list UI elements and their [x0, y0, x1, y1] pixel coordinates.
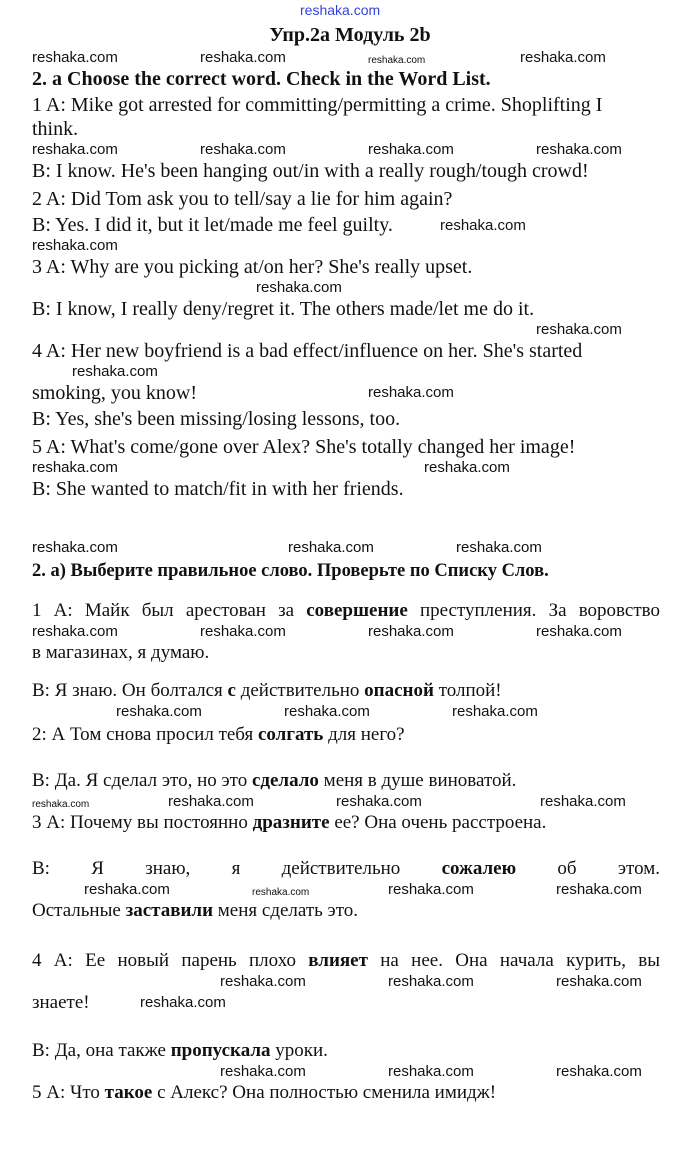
watermark: reshaka.com [72, 363, 158, 380]
ru-text-line [32, 600, 660, 622]
text-segment: 4 A: Her new boyfriend is a bad effect/influence on her. She's started [32, 340, 583, 362]
watermark: reshaka.com [32, 623, 118, 640]
text-segment: меня в душе виноватой. [318, 770, 517, 791]
en-text-line [32, 118, 78, 140]
ru-text-line [32, 900, 358, 922]
text-segment: для него? [323, 724, 405, 745]
watermark: reshaka.com [116, 703, 202, 720]
watermark: reshaka.com [556, 1063, 642, 1080]
answer-word: влияет [308, 950, 368, 971]
text-segment: B: She wanted to match/fit in with her friends. [32, 478, 404, 500]
watermark: reshaka.com [32, 799, 90, 810]
watermark: reshaka.com [32, 237, 118, 254]
watermark: reshaka.com [32, 49, 118, 66]
en-text-line [32, 298, 534, 320]
text-segment: в магазинах, я думаю. [32, 642, 210, 663]
watermark: reshaka.com [440, 217, 526, 234]
text-segment: В: Да, она также [32, 1040, 171, 1061]
ru-text-line [32, 858, 660, 880]
watermark: reshaka.com [536, 321, 622, 338]
text-segment: 4 А: Ее новый парень плохо [32, 950, 309, 971]
answer-word: заставили [125, 900, 214, 921]
text-segment: об этом. [516, 858, 660, 879]
watermark: reshaka.com [388, 1063, 474, 1080]
text-segment: с Алекс? Она полностью сменила имидж! [152, 1082, 497, 1103]
watermark: reshaka.com [220, 973, 306, 990]
answer-word: сделало [251, 770, 319, 791]
answer-word: с [227, 680, 236, 701]
watermark: reshaka.com [200, 49, 286, 66]
ru-text-line [32, 724, 405, 746]
watermark: reshaka.com [32, 141, 118, 158]
en-text-line [32, 214, 393, 236]
text-segment: на нее. Она начала курить, вы [367, 950, 661, 971]
answer-word: солгать [258, 724, 324, 745]
text-segment: 2 A: Did Tom ask you to tell/say a lie for him again? [32, 188, 453, 210]
text-segment: 5 A: What's come/gone over Alex? She's totally changed her image! [32, 436, 576, 458]
english-heading: 2. a Choose the correct word. Check in the Word List. [32, 68, 491, 90]
text-segment: 3 A: Why are you picking at/on her? She's really upset. [32, 256, 473, 278]
en-text-line [32, 160, 589, 182]
en-text-line [32, 408, 400, 430]
text-segment: В: Я знаю, я действительно [32, 858, 442, 879]
answer-word: опасной [364, 680, 434, 701]
watermark: reshaka.com [84, 881, 170, 898]
watermark: reshaka.com [284, 703, 370, 720]
ru-text-line [32, 1082, 496, 1104]
ru-text-line [32, 642, 209, 664]
watermark: reshaka.com [388, 973, 474, 990]
watermark: reshaka.com [556, 973, 642, 990]
watermark: reshaka.com [388, 881, 474, 898]
russian-heading: 2. а) Выберите правильное слово. Проверьте по Списку Слов. [32, 561, 549, 581]
en-text-line [32, 382, 197, 404]
page-title: Упр.2а Модуль 2b [269, 24, 431, 46]
ru-text-line [32, 680, 502, 702]
answer-word: дразните [252, 812, 330, 833]
watermark: reshaka.com [536, 141, 622, 158]
text-segment: 3 А: Почему вы постоянно [32, 812, 253, 833]
text-segment: 1 А: Майк был арестован за [32, 600, 307, 621]
watermark: reshaka.com [424, 459, 510, 476]
text-segment: меня сделать это. [213, 900, 359, 921]
text-segment: действительно [235, 680, 365, 701]
text-segment: Остальные [32, 900, 126, 921]
en-text-line [32, 478, 404, 500]
watermark: reshaka.com [168, 793, 254, 810]
text-segment: 5 А: Что [32, 1082, 105, 1103]
watermark: reshaka.com [452, 703, 538, 720]
watermark: reshaka.com [140, 994, 226, 1011]
answer-word: пропускала [170, 1040, 271, 1061]
en-text-line [32, 94, 602, 116]
watermark: reshaka.com [336, 793, 422, 810]
text-segment: 1 A: Mike got arrested for committing/permitting a crime. Shoplifting I [32, 94, 603, 116]
ru-text-line [32, 992, 90, 1014]
answer-word: совершение [306, 600, 408, 621]
watermark: reshaka.com [536, 623, 622, 640]
watermark: reshaka.com [220, 1063, 306, 1080]
text-segment: толпой! [433, 680, 502, 701]
text-segment: ее? Она очень расстроена. [329, 812, 547, 833]
text-segment: B: I know, I really deny/regret it. The others made/let me do it. [32, 298, 535, 320]
watermark: reshaka.com [256, 279, 342, 296]
watermark: reshaka.com [200, 623, 286, 640]
en-text-line [32, 340, 582, 362]
ru-text-line [32, 812, 546, 834]
watermark: reshaka.com [520, 49, 606, 66]
watermark: reshaka.com [368, 623, 454, 640]
watermark: reshaka.com [288, 539, 374, 556]
watermark: reshaka.com [32, 539, 118, 556]
text-segment: think. [32, 118, 79, 140]
text-segment: знаете! [32, 992, 90, 1013]
text-segment: уроки. [270, 1040, 328, 1061]
watermark: reshaka.com [456, 539, 542, 556]
text-segment: преступления. За воровство [407, 600, 660, 621]
watermark: reshaka.com [368, 141, 454, 158]
text-segment: 2: А Том снова просил тебя [32, 724, 258, 745]
en-text-line [32, 256, 472, 278]
ru-text-line [32, 950, 660, 972]
ru-text-line [32, 1040, 328, 1062]
en-text-line [32, 436, 575, 458]
watermark: reshaka.com [540, 793, 626, 810]
site-header-link[interactable]: reshaka.com [300, 2, 381, 18]
answer-word: такое [104, 1082, 153, 1103]
watermark: reshaka.com [200, 141, 286, 158]
answer-word: сожалею [441, 858, 517, 879]
text-segment: В: Да. Я сделал это, но это [32, 770, 252, 791]
text-segment: B: I know. He's been hanging out/in with a really rough/tough crowd! [32, 160, 589, 182]
watermark: reshaka.com [368, 55, 426, 66]
text-segment: В: Я знаю. Он болтался [32, 680, 228, 701]
en-text-line [32, 188, 452, 210]
ru-text-line [32, 770, 516, 792]
text-segment: smoking, you know! [32, 382, 197, 404]
watermark: reshaka.com [368, 384, 454, 401]
text-segment: B: Yes. I did it, but it let/made me feel guilty. [32, 214, 393, 236]
watermark: reshaka.com [252, 887, 310, 898]
watermark: reshaka.com [556, 881, 642, 898]
watermark: reshaka.com [32, 459, 118, 476]
text-segment: B: Yes, she's been missing/losing lessons, too. [32, 408, 401, 430]
